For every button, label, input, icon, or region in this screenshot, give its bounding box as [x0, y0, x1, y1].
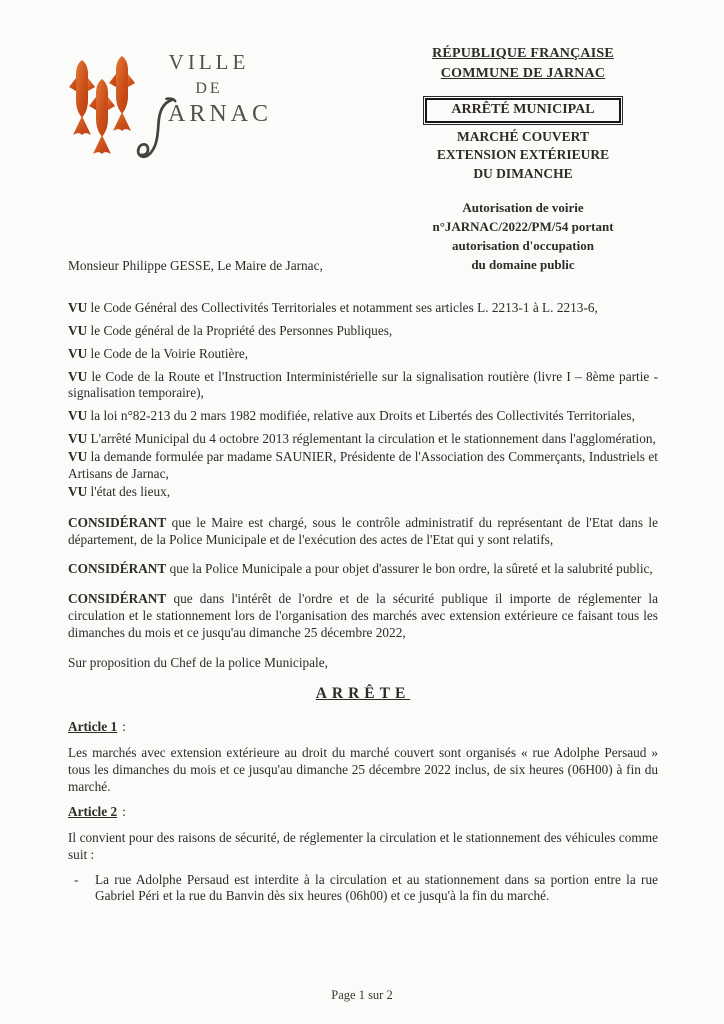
- vu-prefix: VU: [68, 483, 88, 499]
- vu-prefix: VU: [68, 345, 88, 361]
- vu-paragraph: [68, 300, 658, 317]
- vu-paragraph: [68, 408, 658, 425]
- vu-prefix: VU: [68, 408, 88, 424]
- commune-title: COMMUNE DE JARNAC: [440, 66, 606, 82]
- article-2-text: Il convient pour des raisons de sécurité, de réglementer la circulation et le stationnement des véhicules comme suit :: [68, 829, 658, 862]
- vu-paragraph: [68, 369, 658, 403]
- subtitle-dimanche: DU DIMANCHE: [473, 166, 573, 182]
- autorisation-line-1: Autorisation de voirie: [462, 200, 584, 216]
- logo-line-jarnac: [134, 101, 284, 135]
- vu-prefix: VU: [68, 299, 88, 315]
- article-2-bullet-item: [68, 872, 658, 906]
- considerant-paragraph: [68, 591, 658, 642]
- vu-text: le Code général de la Propriété des Personnes Publiques,: [87, 322, 393, 338]
- vu-text: le Code Général des Collectivités Territoriales et notamment ses articles L. 2213-1 à L. 2213-6,: [87, 299, 598, 315]
- article-2-colon: :: [122, 803, 126, 819]
- bullet-text: La rue Adolphe Persaud est interdite à la circulation et au stationnement dans sa portion entre la rue Gabriel Péri et la rue du Banvin dès six heures (06h00) et ce jusqu'à la fin du marché.: [95, 871, 658, 904]
- vu-text: la loi n°82-213 du 2 mars 1982 modifiée, relative aux Droits et Libertés des Collectivités Territoriales,: [87, 408, 635, 424]
- logo-text: [134, 50, 284, 135]
- considerant-text: que le Maire est chargé, sous le contrôle administratif du représentant de l'Etat dans le département, de la Police Municipale et de l'exécution des actes de l'Etat qui y sont relatifs,: [68, 514, 658, 547]
- vu-paragraph: [68, 431, 658, 448]
- arrete-heading: [68, 684, 658, 704]
- subtitle-extension: EXTENSION EXTÉRIEURE: [436, 147, 610, 163]
- vu-text: le Code de la Route et l'Instruction Interministérielle sur la signalisation routière (livre I – 8ème partie - signalisation temporaire),: [68, 368, 658, 401]
- logo-line-ville: VILLE: [168, 50, 250, 74]
- considerant-prefix: CONSIDÉRANT: [68, 591, 167, 607]
- document-body: [68, 258, 658, 905]
- jarnac-three-fish-icon: [68, 52, 138, 170]
- autorisation-line-4: du domaine public: [471, 256, 575, 272]
- considerant-prefix: CONSIDÉRANT: [68, 514, 167, 530]
- autorisation-line-2: n°JARNAC/2022/PM/54 portant: [432, 219, 614, 235]
- vu-text: la demande formulée par madame SAUNIER, Présidente de l'Association des Commerçants, Industriels et Artisans de Jarnac,: [68, 449, 658, 481]
- autorisation-line-3: autorisation d'occupation: [452, 237, 594, 253]
- considerant-paragraph: [68, 515, 658, 549]
- republique-title: RÉPUBLIQUE FRANÇAISE: [432, 46, 614, 61]
- vu-paragraph: [68, 346, 658, 363]
- vu-prefix: VU: [68, 322, 88, 338]
- article-1-label: Article 1: [68, 719, 118, 735]
- article-1-colon: :: [122, 719, 126, 735]
- subtitle-marche-couvert: MARCHÉ COUVERT: [457, 128, 589, 144]
- vu-text: l'état des lieux,: [87, 483, 171, 499]
- considerant-text: que dans l'intérêt de l'ordre et de la sécurité publique il importe de réglementer la circulation et le stationnement lors de l'organisation des marchés avec extension extérieure ce faisant tous les dimanches du mois et ce jusqu'au dimanche 25 décembre 2022,: [68, 591, 658, 640]
- ville-de-jarnac-logo: [64, 44, 364, 174]
- vu-paragraph: [68, 449, 658, 483]
- document-header: [372, 44, 674, 275]
- article-2-label: Article 2: [68, 803, 118, 819]
- vu-prefix: VU: [68, 368, 88, 384]
- vu-prefix: VU: [68, 449, 88, 464]
- salutation: Monsieur Philippe GESSE, Le Maire de Jarnac,: [68, 258, 323, 273]
- logo-jarnac-rest: ARNAC: [168, 101, 273, 127]
- bullet-dash: -: [74, 871, 79, 887]
- vu-paragraph: [68, 484, 658, 501]
- arrete-municipal-box: ARRÊTÉ MUNICIPAL: [425, 98, 620, 123]
- sur-proposition: Sur proposition du Chef de la police Municipale,: [68, 654, 328, 670]
- considerant-text: que la Police Municipale a pour objet d'assurer le bon ordre, la sûreté et la salubrité public,: [166, 561, 653, 577]
- vu-text: L'arrêté Municipal du 4 octobre 2013 réglementant la circulation et le stationnement dans l'agglomération,: [87, 431, 656, 447]
- page-number: Page 1 sur 2: [331, 988, 393, 1002]
- vu-paragraph: [68, 323, 658, 340]
- considerant-paragraph: [68, 561, 658, 578]
- logo-line-de: DE: [195, 80, 223, 97]
- arrete-heading-word: ARRÊTE: [315, 684, 411, 702]
- article-1-title: [68, 719, 658, 736]
- considerant-prefix: CONSIDÉRANT: [68, 561, 167, 577]
- article-1-text: Les marchés avec extension extérieure au droit du marché couvert sont organisés « rue Adolphe Persaud » tous les dimanches du mois et ce jusqu'au dimanche 25 décembre 2022 inclus, de six heures (06H00) à fin du marché.: [68, 745, 658, 795]
- vu-prefix: VU: [68, 431, 88, 447]
- vu-text: le Code de la Voirie Routière,: [87, 345, 249, 361]
- article-2-title: [68, 804, 658, 821]
